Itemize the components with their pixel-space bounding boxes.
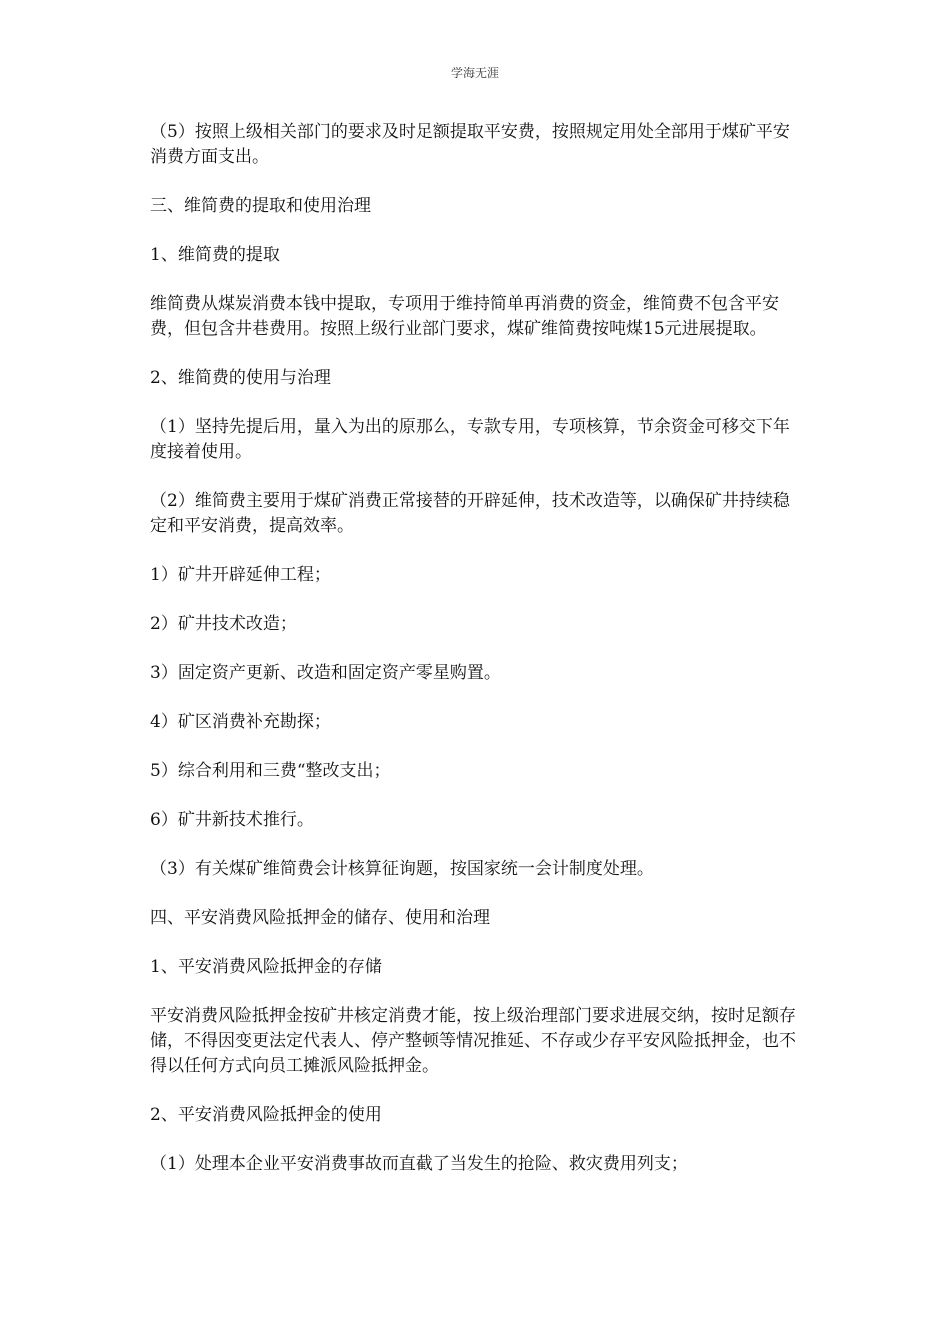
section-heading-risk-deposit: 四、平安消费风险抵押金的储存、使用和治理 [150, 908, 490, 928]
document-body [150, 120, 798, 1201]
paragraph-maintenance-fee-extraction: 维简费从煤炭消费本钱中提取，专项用于维持简单再消费的资金，维简费不包含平安费，但包含井巷费用。按照上级行业部门要求，煤矿维简费按吨煤15元进展提取。 [150, 294, 779, 339]
page-header: 学海无涯 [450, 66, 499, 80]
section-heading-maintenance-fee: 三、维简费的提取和使用治理 [150, 196, 371, 216]
paragraph-principle: （1）坚持先提后用，量入为出的原那么，专款专用，专项核算，节余资金可移交下年度接着使用。 [150, 417, 790, 462]
paragraph-safety-fee-usage: （5）按照上级相关部门的要求及时足额提取平安费，按照规定用处全部用于煤矿平安消费方面支出。 [150, 122, 790, 167]
list-item-1: 1）矿井开辟延伸工程； [150, 565, 331, 585]
list-item-6: 6）矿井新技术推行。 [150, 810, 314, 830]
subheading-maintenance-fee-management: 2、维简费的使用与治理 [150, 368, 331, 388]
paragraph-main-usage: （2）维简费主要用于煤矿消费正常接替的开辟延伸，技术改造等，以确保矿井持续稳定和平安消费，提高效率。 [150, 491, 790, 536]
list-item-5: 5）综合利用和三费“整改支出； [150, 761, 391, 781]
subheading-maintenance-fee-extraction: 1、维简费的提取 [150, 245, 280, 265]
paragraph-accounting: （3）有关煤矿维简费会计核算征询题，按国家统一会计制度处理。 [150, 859, 654, 879]
paragraph-risk-deposit-usage-1: （1）处理本企业平安消费事故而直截了当发生的抢险、救灾费用列支； [150, 1154, 688, 1174]
list-item-3: 3）固定资产更新、改造和固定资产零星购置。 [150, 663, 501, 683]
subheading-risk-deposit-storage: 1、平安消费风险抵押金的存储 [150, 957, 382, 977]
list-item-2: 2）矿井技术改造； [150, 614, 297, 634]
list-item-4: 4）矿区消费补充勘探； [150, 712, 331, 732]
subheading-risk-deposit-usage: 2、平安消费风险抵押金的使用 [150, 1105, 382, 1125]
paragraph-risk-deposit-storage: 平安消费风险抵押金按矿井核定消费才能，按上级治理部门要求进展交纳，按时足额存储，不得因变更法定代表人、停产整顿等情况推延、不存或少存平安风险抵押金，也不得以任何方式向员工摊派风险抵押金。 [150, 1006, 796, 1076]
